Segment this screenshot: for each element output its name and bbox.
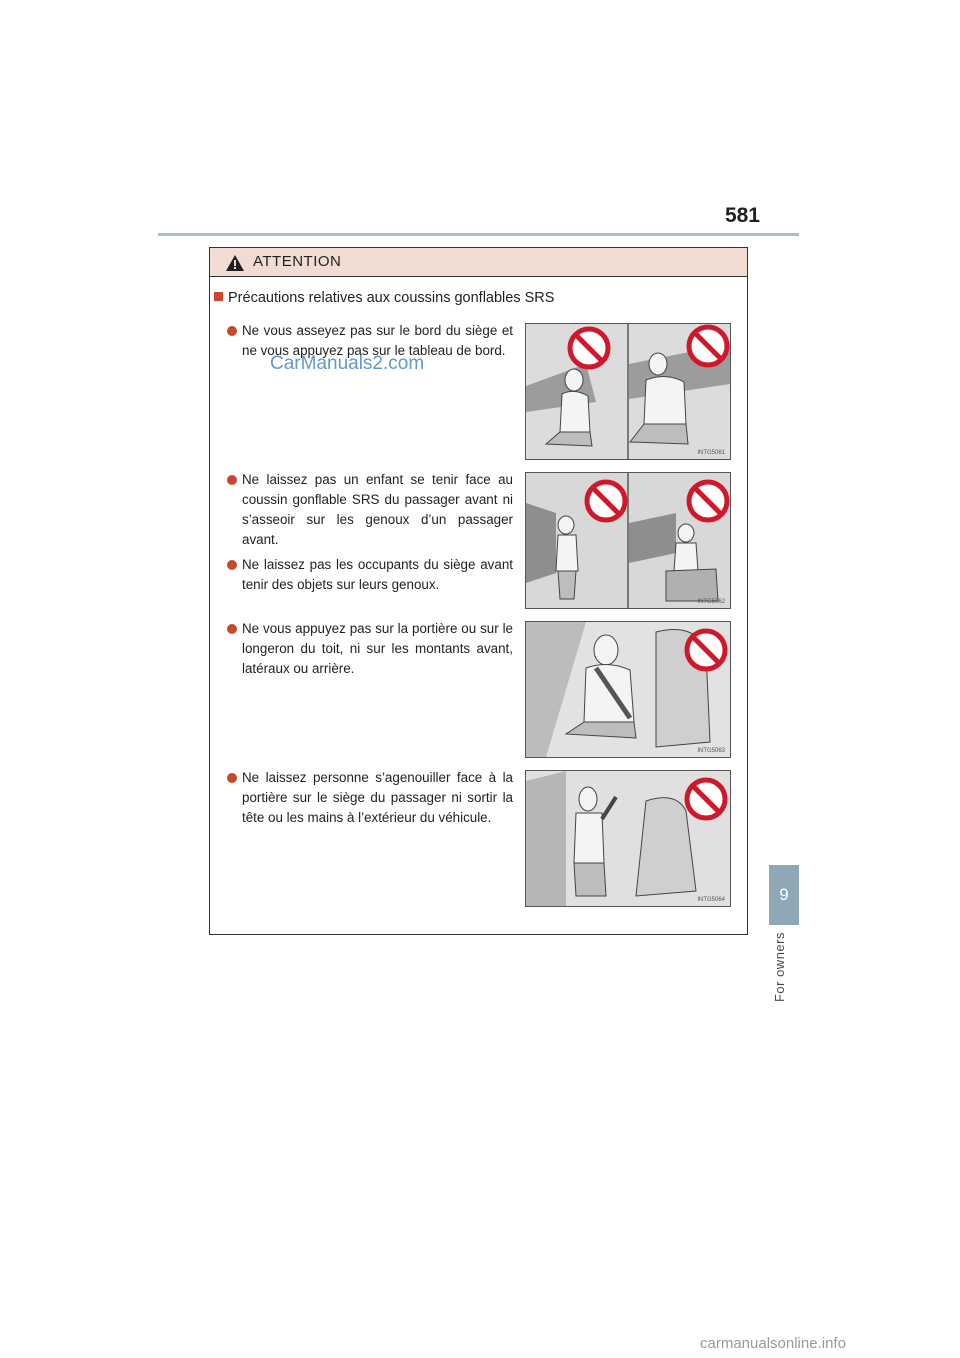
bullet-icon (227, 773, 237, 783)
chapter-number: 9 (779, 885, 789, 904)
illustration-edge-of-seat-art (526, 324, 730, 459)
warning-title: ATTENTION (253, 253, 342, 270)
chapter-tab (769, 865, 799, 925)
bullet-icon (227, 475, 237, 485)
list-item (227, 619, 513, 679)
figure-code: INTG5064 (697, 897, 725, 903)
page-number: 581 (724, 204, 760, 227)
list-item (227, 555, 513, 595)
prohibited-icon (687, 631, 725, 669)
section-title (214, 290, 554, 306)
list-item (227, 768, 513, 828)
list-item-text: Ne laissez pas les occupants du siège avant tenir des objets sur leurs genoux. (242, 557, 513, 592)
illustration-leaning-door (525, 621, 731, 758)
illustration-kneeling (525, 770, 731, 907)
chapter-label-wrap (768, 932, 798, 1012)
header-rule (158, 233, 799, 236)
chapter-label: For owners (772, 932, 787, 1003)
list-item-text: Ne vous appuyez pas sur la portière ou sur le longeron du toit, ni sur les montants avant, latéraux ou arrière. (242, 621, 513, 676)
list-item-text: Ne vous asseyez pas sur le bord du siège et ne vous appuyez pas sur le tableau de bord. (242, 323, 513, 358)
bullet-icon (227, 624, 237, 634)
prohibited-icon (689, 482, 727, 520)
list-item-text: Ne laissez pas un enfant se tenir face au coussin gonflable SRS du passager avant ni s’asseoir sur les genoux d’un passager avant. (242, 472, 513, 547)
illustration-child-airbag-art (526, 473, 730, 608)
list-item-text: Ne laissez personne s’agenouiller face à la portière sur le siège du passager ni sortir la tête ou les mains à l’extérieur du véhicule. (242, 770, 513, 825)
illustration-kneeling-art (526, 771, 730, 906)
warning-triangle-icon (226, 255, 244, 271)
prohibited-icon (570, 329, 608, 367)
illustration-child-airbag (525, 472, 731, 609)
prohibited-icon (689, 327, 727, 365)
figure-code: INTG5061 (697, 450, 725, 456)
figure-code: INTG5062 (697, 599, 725, 605)
bullet-icon (227, 326, 237, 336)
square-bullet-icon (214, 292, 223, 301)
watermark-footer[interactable]: carmanualsonline.info (700, 1335, 846, 1352)
illustration-leaning-door-art (526, 622, 730, 757)
list-item (227, 470, 513, 550)
watermark-link[interactable]: CarManuals2.com (270, 353, 425, 374)
prohibited-icon (687, 780, 725, 818)
prohibited-icon (587, 482, 625, 520)
bullet-icon (227, 560, 237, 570)
figure-code: INTG5063 (697, 748, 725, 754)
warning-header (210, 248, 747, 277)
section-title-text: Précautions relatives aux coussins gonflables SRS (228, 290, 555, 306)
illustration-edge-of-seat (525, 323, 731, 460)
